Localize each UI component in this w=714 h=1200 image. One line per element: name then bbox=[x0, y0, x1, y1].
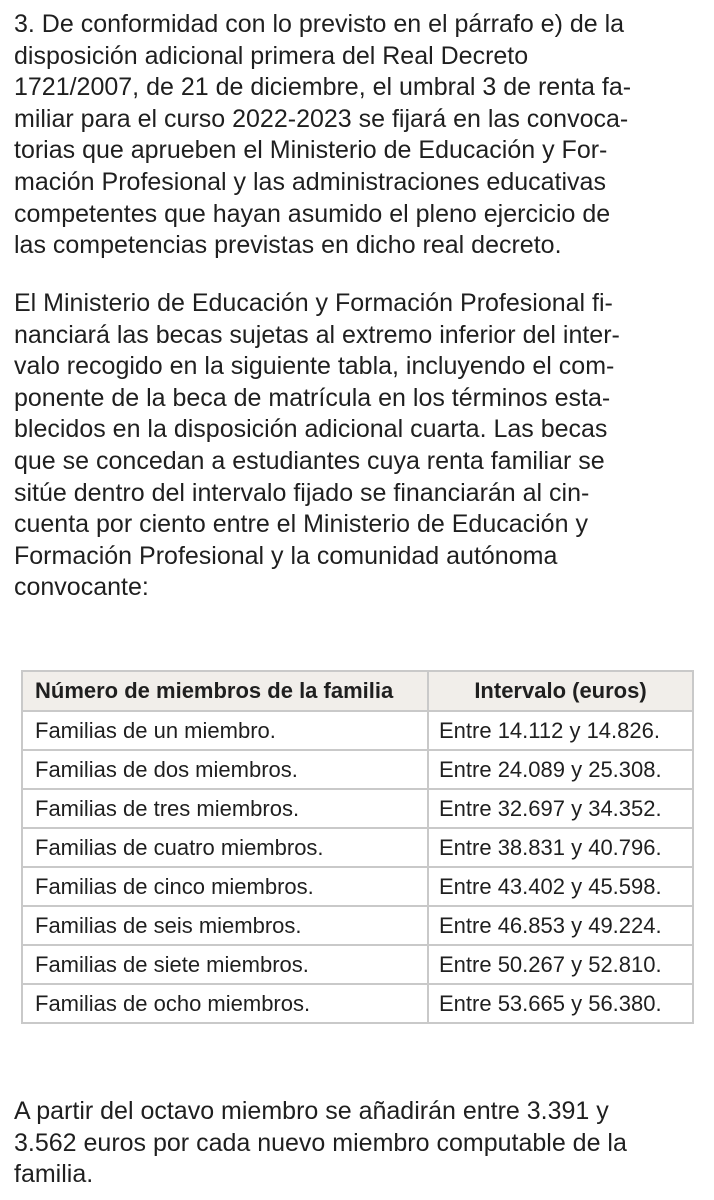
paragraph-financiacion bbox=[14, 288, 704, 604]
table-row bbox=[22, 711, 693, 750]
text-line: mación Profesional y las administraciones educativas bbox=[14, 167, 606, 196]
text-line: que se concedan a estudiantes cuya renta familiar se bbox=[14, 446, 605, 475]
text-line: 3. De conformidad con lo previsto en el párrafo e) de la bbox=[14, 10, 625, 38]
cell-members: Familias de tres miembros. bbox=[22, 789, 428, 828]
cell-interval: Entre 14.112 y 14.826. bbox=[428, 711, 693, 750]
text-line: A partir del octavo miembro se añadirán entre 3.391 y bbox=[14, 1097, 609, 1125]
cell-interval: Entre 53.665 y 56.380. bbox=[428, 984, 693, 1023]
cell-members: Familias de cuatro miembros. bbox=[22, 828, 428, 867]
cell-interval: Entre 43.402 y 45.598. bbox=[428, 867, 693, 906]
cell-interval: Entre 50.267 y 52.810. bbox=[428, 945, 693, 984]
text-line: sitúe dentro del intervalo fijado se financiarán al cin- bbox=[14, 478, 590, 507]
table-row bbox=[22, 828, 693, 867]
text-line: blecidos en la disposición adicional cuarta. Las becas bbox=[14, 415, 608, 444]
text-line: valo recogido en la siguiente tabla, incluyendo el com- bbox=[14, 352, 615, 381]
column-header-interval: Intervalo (euros) bbox=[428, 671, 693, 711]
text-line: 3.562 euros por cada nuevo miembro computable de la bbox=[14, 1128, 627, 1157]
text-line: torias que aprueben el Ministerio de Educación y For- bbox=[14, 136, 608, 165]
cell-members: Familias de siete miembros. bbox=[22, 945, 428, 984]
table-row bbox=[22, 867, 693, 906]
paragraph-additional-members bbox=[14, 1096, 704, 1191]
cell-interval: Entre 38.831 y 40.796. bbox=[428, 828, 693, 867]
table-row bbox=[22, 984, 693, 1023]
text-line: ponente de la beca de matrícula en los términos esta- bbox=[14, 383, 611, 412]
text-line: familia. bbox=[14, 1160, 94, 1189]
table-row bbox=[22, 906, 693, 945]
text-line: las competencias previstas en dicho real decreto. bbox=[14, 231, 562, 260]
text-line: competentes que hayan asumido el pleno ejercicio de bbox=[14, 199, 611, 228]
text-line: cuenta por ciento entre el Ministerio de Educación y bbox=[14, 510, 588, 539]
cell-members: Familias de cinco miembros. bbox=[22, 867, 428, 906]
cell-interval: Entre 32.697 y 34.352. bbox=[428, 789, 693, 828]
table-row bbox=[22, 789, 693, 828]
text-line: nanciará las becas sujetas al extremo inferior del inter- bbox=[14, 320, 620, 349]
cell-interval: Entre 24.089 y 25.308. bbox=[428, 750, 693, 789]
text-line: disposición adicional primera del Real Decreto bbox=[14, 41, 529, 70]
table-row bbox=[22, 945, 693, 984]
column-header-members: Número de miembros de la familia bbox=[22, 671, 428, 711]
cell-members: Familias de un miembro. bbox=[22, 711, 428, 750]
text-line: 1721/2007, de 21 de diciembre, el umbral 3 de renta fa- bbox=[14, 73, 632, 102]
text-line: convocante: bbox=[14, 573, 149, 602]
cell-members: Familias de ocho miembros. bbox=[22, 984, 428, 1023]
cell-interval: Entre 46.853 y 49.224. bbox=[428, 906, 693, 945]
text-line: El Ministerio de Educación y Formación Profesional fi- bbox=[14, 289, 613, 317]
cell-members: Familias de seis miembros. bbox=[22, 906, 428, 945]
table-row bbox=[22, 750, 693, 789]
income-threshold-table bbox=[21, 670, 694, 1024]
paragraph-umbral bbox=[14, 9, 704, 262]
text-line: Formación Profesional y la comunidad autónoma bbox=[14, 541, 558, 570]
cell-members: Familias de dos miembros. bbox=[22, 750, 428, 789]
text-line: miliar para el curso 2022-2023 se fijará en las convoca- bbox=[14, 104, 629, 133]
table-header-row bbox=[22, 671, 693, 711]
